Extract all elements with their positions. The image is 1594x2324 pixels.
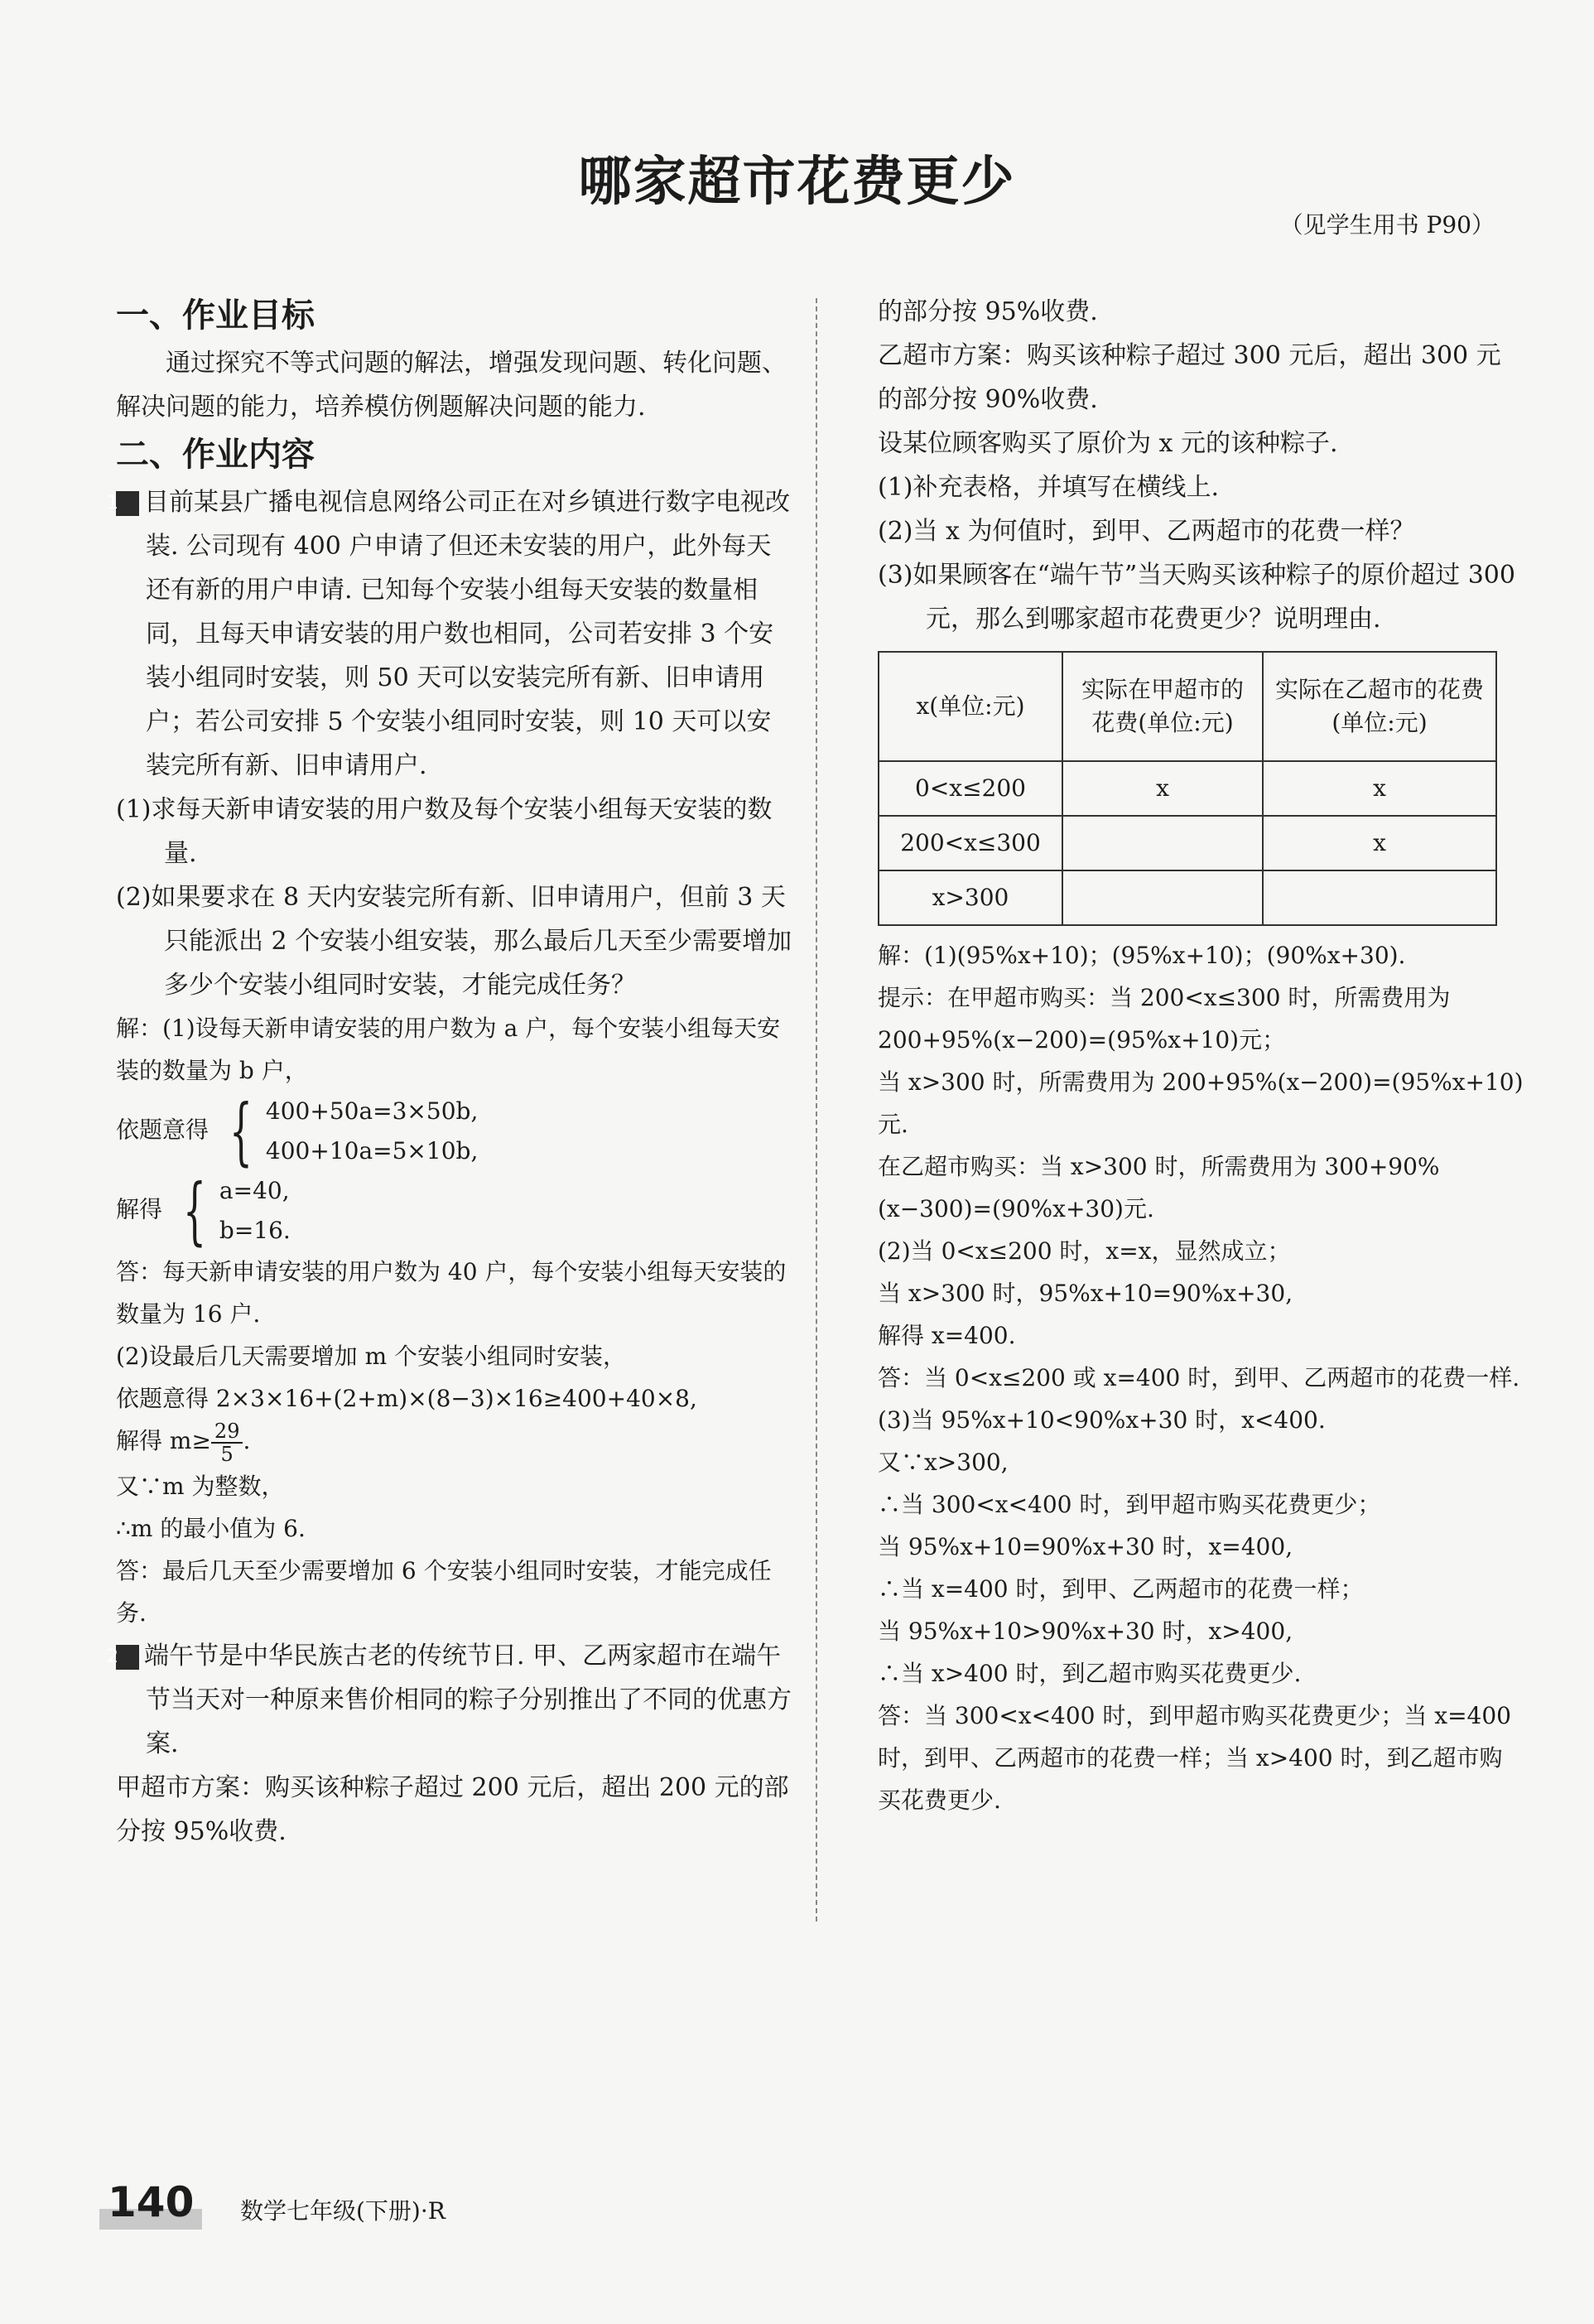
solution-line: 解得 x=400. [878,1322,1016,1349]
table-cell: x [1263,816,1496,870]
table-cell [1062,816,1263,870]
solution-line: 当 95%x+10=90%x+30 时，x=400, [878,1533,1293,1560]
equation: 400+10a=5×10b, [265,1137,479,1164]
question-1-part-1: (1)求每天新申请安装的用户数及每个安装小组每天安装的数量. [116,795,773,868]
plan-b: 乙超市方案：购买该种粽子超过 300 元后，超出 300 元的部分按 90%收费. [878,341,1501,414]
question-number-badge: 2 [116,1645,139,1670]
table-cell: 0<x≤200 [879,761,1062,816]
table-cell [1062,870,1263,925]
plan-a-continued: 的部分按 95%收费. [878,297,1098,326]
table-cell: x>300 [879,870,1062,925]
table-cell: x [1263,761,1496,816]
solution-line: ∴当 x>400 时，到乙超市购买花费更少. [878,1660,1302,1687]
page-number: 140 [99,2178,202,2230]
solution-line: 当 95%x+10>90%x+30 时，x>400, [878,1618,1293,1645]
section-heading-goals: 一、作业目标 [116,297,315,335]
table-row [879,870,1496,925]
question-2-text: 端午节是中华民族古老的传统节日. 甲、乙两家超市在端午节当天对一种原来售价相同的粽子分别推出了不同的优惠方案. [144,1641,792,1758]
section-heading-content: 二、作业内容 [116,436,315,474]
question-2-part-3: (3)如果顾客在“端午节”当天购买该种粽子的原价超过 300 元，那么到哪家超市花费更少？说明理由. [878,561,1515,634]
page-title: 哪家超市花费更少 [578,152,1016,213]
equation-system-2 [116,1168,795,1253]
solution-line: 在乙超市购买：当 x>300 时，所需费用为 300+90%(x−300)=(90%x+30)元. [878,1153,1440,1222]
solution-text: . [243,1427,251,1454]
column-divider [816,298,817,1921]
solution-line-fraction [116,1420,795,1465]
fraction-denominator: 5 [220,1442,234,1466]
left-column [107,290,795,1846]
system-lead: 依题意得 [116,1116,209,1144]
question-1-solution [116,1007,795,1634]
cost-table [878,651,1497,926]
equation: a=40, [219,1177,290,1204]
question-2-stem [107,1634,795,1766]
solution-line: 答：每天新申请安装的用户数为 40 户，每个安装小组每天安装的数量为 16 户. [116,1258,787,1328]
solution-line: 又∵x>300, [878,1449,1009,1476]
question-1-stem [107,480,795,788]
solution-line: 答：最后几天至少需要增加 6 个安装小组同时安装，才能完成任务. [116,1556,772,1627]
plan-a: 甲超市方案：购买该种粽子超过 200 元后，超出 200 元的部分按 95%收费. [116,1772,789,1846]
table-header-row [879,652,1496,761]
solution-line: ∴当 300<x<400 时，到甲超市购买花费更少； [878,1491,1381,1518]
question-number-badge: 1 [116,491,139,516]
solution-line: 又∵m 为整数， [116,1472,285,1500]
solution-line: 提示：在甲超市购买：当 200<x≤300 时，所需费用为 200+95%(x−200)=(95%x+10)元； [878,984,1451,1054]
equation-system-1 [116,1088,795,1174]
brace-icon: { [182,1168,206,1253]
question-2-solution [878,934,1524,1821]
table-cell [1263,870,1496,925]
solution-line: 答：当 300<x<400 时，到甲超市购买花费更少；当 x=400 时，到甲、乙两超市的花费一样；当 x>400 时，到乙超市购买花费更少. [878,1702,1511,1814]
table-header: x(单位:元) [879,652,1062,761]
solution-line: 答：当 0<x≤200 或 x=400 时，到甲、乙两超市的花费一样. [878,1364,1520,1391]
table-header: 实际在乙超市的花费(单位:元) [1263,652,1496,761]
right-column [878,290,1524,1821]
question-1-text: 目前某县广播电视信息网络公司正在对乡镇进行数字电视改装. 公司现有 400 户申请了但还未安装的用户，此外每天还有新的用户申请. 已知每个安装小组每天安装的数量相同，且每天申请安装的用户数也相同，公司若安排 3 个安装小组同时安装，则 50 天可以安装完所有新、旧申请用户；若公司安排 5 个安装小组同时安装，则 10 天可以安装完所有新、旧申请用户. [144,488,790,780]
system-lead: 解得 [116,1195,163,1223]
solution-line: 解：(1)(95%x+10)；(95%x+10)；(90%x+30). [878,942,1406,969]
solution-text: 解得 m≥ [116,1427,211,1454]
solution-line: ∴当 x=400 时，到甲、乙两超市的花费一样； [878,1575,1364,1603]
table-cell: x [1062,761,1263,816]
brace-icon: { [229,1088,253,1174]
question-2-part-1: (1)补充表格，并填写在横线上. [878,473,1220,502]
solution-line: 依题意得 2×3×16+(2+m)×(8−3)×16≥400+40×8, [116,1385,697,1412]
table-row [879,816,1496,870]
question-2-part-2: (2)当 x 为何值时，到甲、乙两超市的花费一样？ [878,517,1415,546]
question-1-part-2: (2)如果要求在 8 天内安装完所有新、旧申请用户，但前 3 天只能派出 2 个安装小组安装，那么最后几天至少需要增加多少个安装小组同时安装，才能完成任务？ [116,883,792,1000]
solution-line: 当 x>300 时，所需费用为 200+95%(x−200)=(95%x+10)元. [878,1068,1524,1138]
equation: b=16. [219,1217,291,1244]
solution-line: (2)当 0<x≤200 时，x=x，显然成立； [878,1237,1291,1265]
goals-text: 通过探究不等式问题的解法，增强发现问题、转化问题、解决问题的能力，培养模仿例题解决问题的能力. [116,349,787,422]
solution-line: 解：(1)设每天新申请安装的用户数为 a 户，每个安装小组每天安装的数量为 b 户， [116,1015,781,1084]
table-header: 实际在甲超市的花费(单位:元) [1062,652,1263,761]
book-title: 数学七年级(下册)·R [240,2197,445,2225]
fraction-numerator: 29 [211,1420,243,1444]
assumption: 设某位顾客购买了原价为 x 元的该种粽子. [878,429,1338,458]
solution-line: (3)当 95%x+10<90%x+30 时，x<400. [878,1406,1326,1434]
equation: 400+50a=3×50b, [265,1097,479,1125]
reference-note: （见学生用书 P90） [1279,211,1495,239]
fraction [211,1420,243,1465]
table-cell: 200<x≤300 [879,816,1062,870]
solution-line: (2)设最后几天需要增加 m 个安装小组同时安装， [116,1343,627,1370]
solution-line: ∴m 的最小值为 6. [116,1514,306,1542]
solution-line: 当 x>300 时，95%x+10=90%x+30, [878,1280,1293,1307]
table-row [879,761,1496,816]
